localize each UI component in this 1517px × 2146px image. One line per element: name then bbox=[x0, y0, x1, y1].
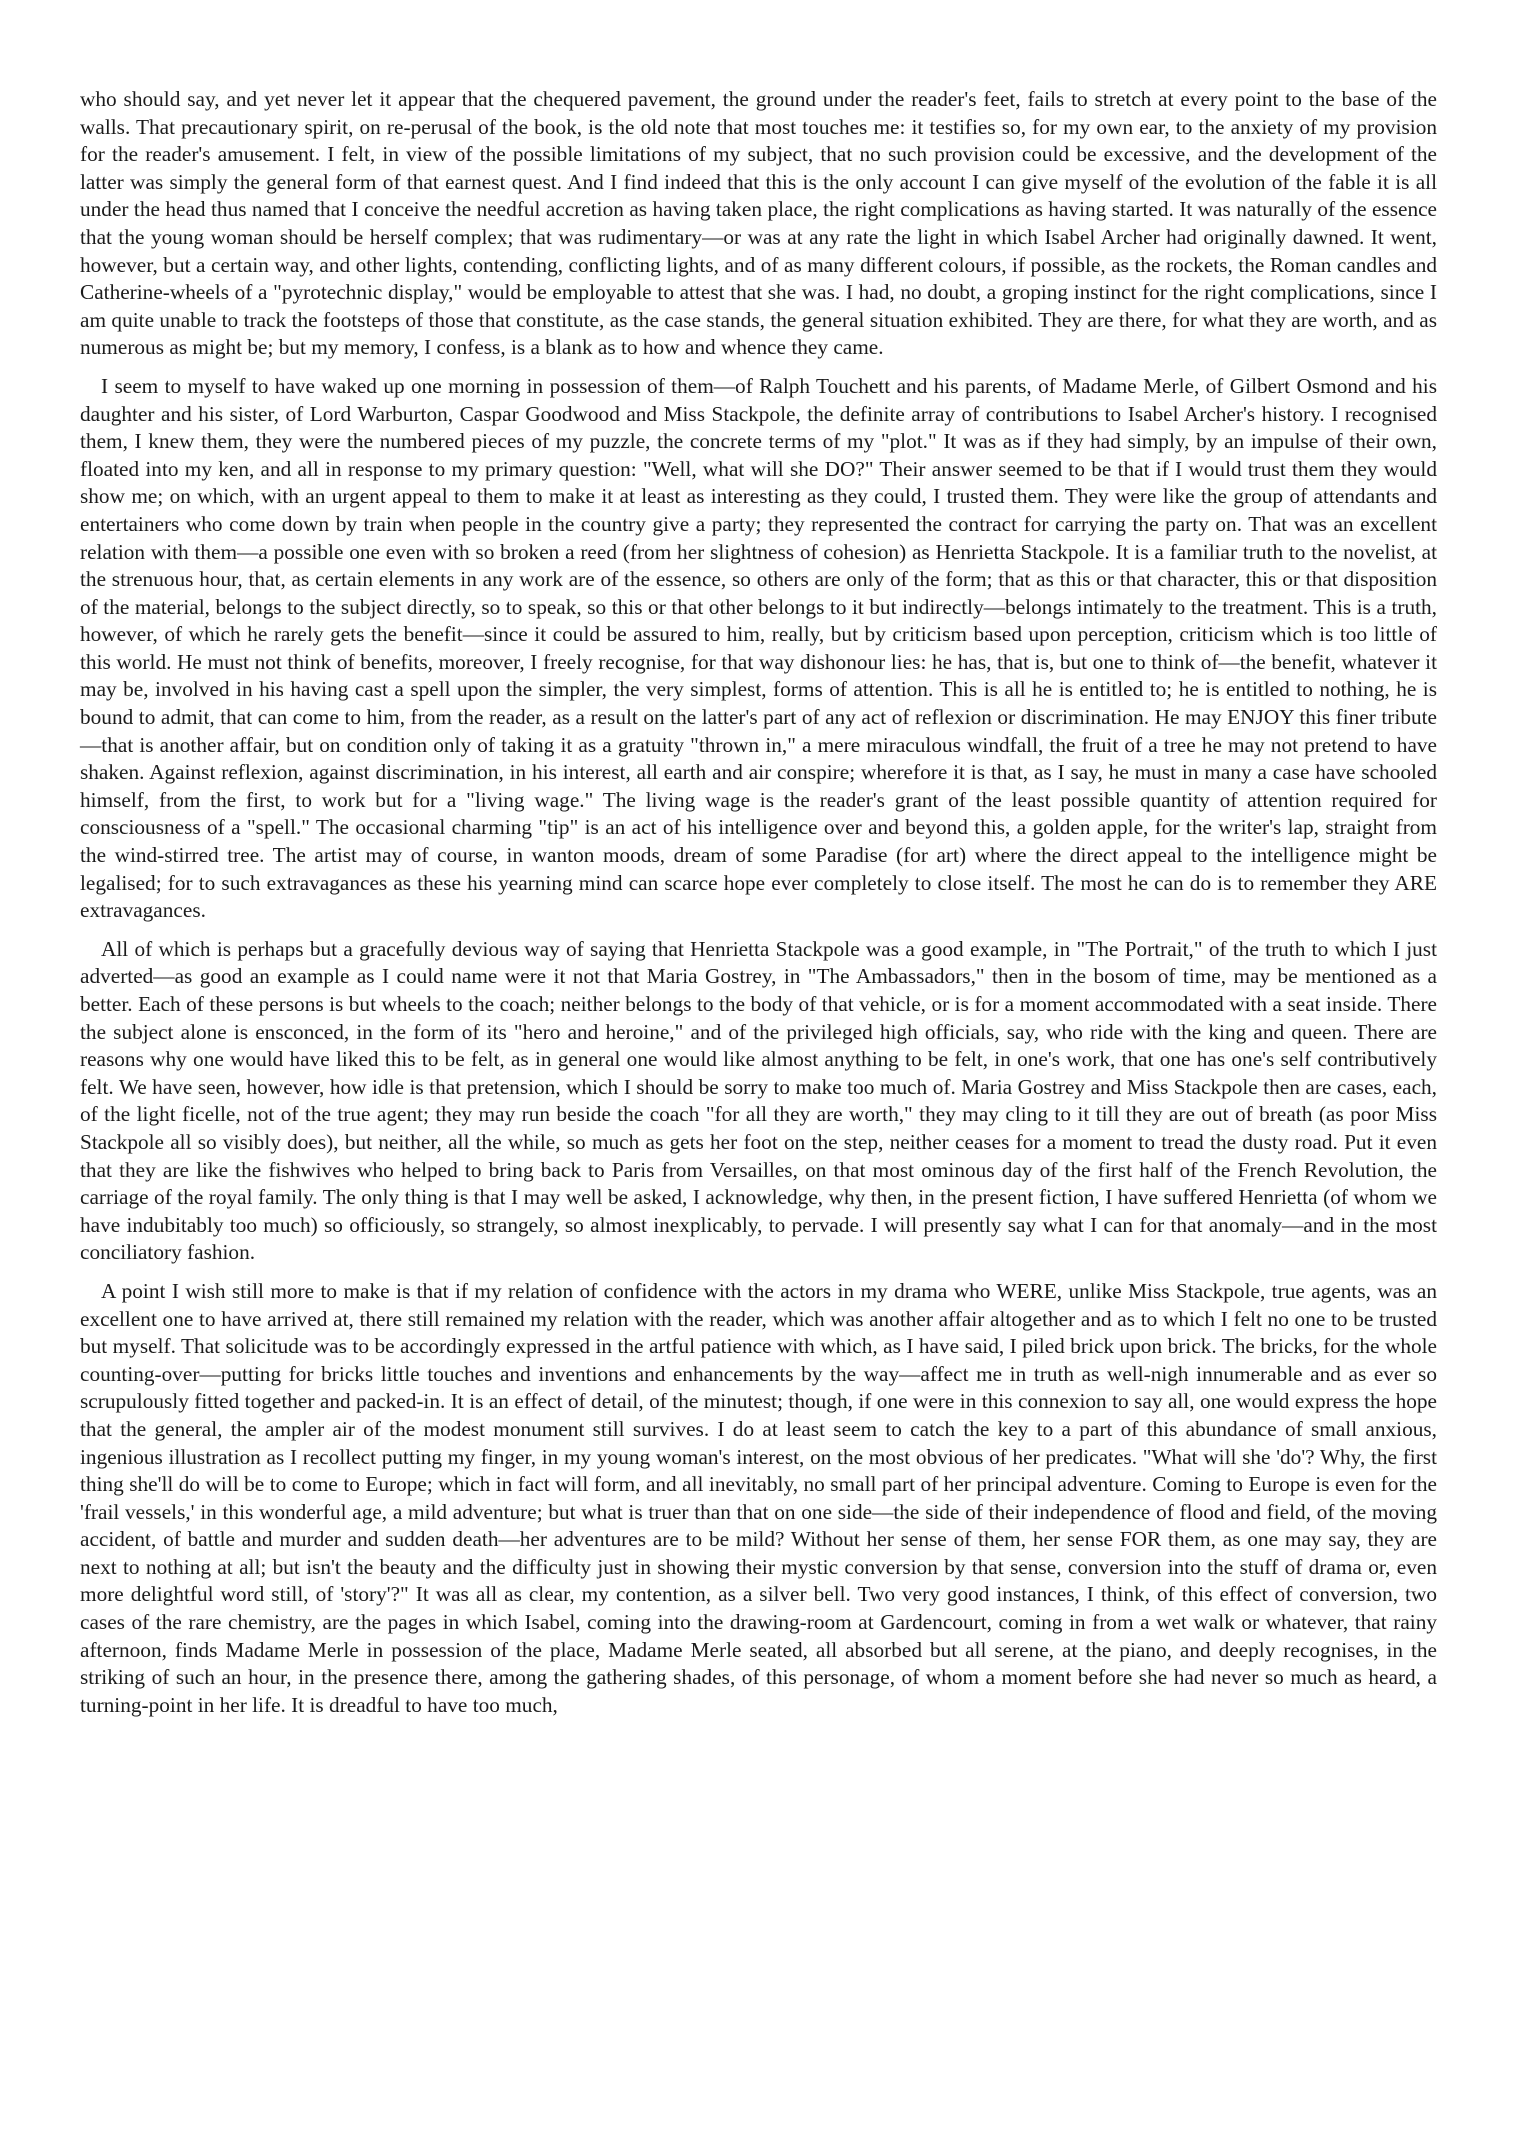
paragraph-characters-arrival: I seem to myself to have waked up one morning in possession of them—of Ralph Touchett and his parents, of Madame Merle, of Gilbert Osmond and his daughter and his sister, of Lord Warburton, Caspar Goodwood and Miss Stackpole, the definite array of contributions to Isabel Archer's history. I recognised them, I knew them, they were the numbered pieces of my puzzle, the concrete terms of my "plot." It was as if they had simply, by an impulse of their own, floated into my ken, and all in response to my primary question: "Well, what will she DO?" Their answer seemed to be that if I would trust them they would show me; on which, with an urgent appeal to them to make it at least as interesting as they could, I trusted them. They were like the group of attendants and entertainers who come down by train when people in the country give a party; they represented the contract for carrying the party on. That was an excellent relation with them—a possible one even with so broken a reed (from her slightness of cohesion) as Henrietta Stackpole. It is a familiar truth to the novelist, at the strenuous hour, that, as certain elements in any work are of the essence, so others are only of the form; that as this or that character, this or that disposition of the material, belongs to the subject directly, so to speak, so this or that other belongs to it but indirectly—belongs intimately to the treatment. This is a truth, however, of which he rarely gets the benefit—since it could be assured to him, really, but by criticism based upon perception, criticism which is too little of this world. He must not think of benefits, moreover, I freely recognise, for that way dishonour lies: he has, that is, but one to think of—the benefit, whatever it may be, involved in his having cast a spell upon the simpler, the very simplest, forms of attention. This is all he is entitled to; he is entitled to nothing, he is bound to admit, that can come to him, from the reader, as a result on the latter's part of any act of reflexion or discrimination. He may ENJOY this finer tribute—that is another affair, but on condition only of taking it as a gratuity "thrown in," a mere miraculous windfall, the fruit of a tree he may not pretend to have shaken. Against reflexion, against discrimination, in his interest, all earth and air conspire; wherefore it is that, as I say, he must in many a case have schooled himself, from the first, to work but for a "living wage." The living wage is the reader's grant of the least possible quantity of attention required for consciousness of a "spell." The occasional charming "tip" is an act of his intelligence over and beyond this, a golden apple, for the writer's lap, straight from the wind-stirred tree. The artist may of course, in wanton moods, dream of some Paradise (for art) where the direct appeal to the intelligence might be legalised; for to such extravagances as these his yearning mind can scarce hope ever completely to close itself. The most he can do is to remember they ARE extravagances. bbox=[80, 373, 1437, 923]
document-body bbox=[80, 86, 1437, 1730]
paragraph-continuation: who should say, and yet never let it appear that the chequered pavement, the ground under the reader's feet, fails to stretch at every point to the base of the walls. That precautionary spirit, on re-perusal of the book, is the old note that most touches me: it testifies so, for my own ear, to the anxiety of my provision for the reader's amusement. I felt, in view of the possible limitations of my subject, that no such provision could be excessive, and the development of the latter was simply the general form of that earnest quest. And I find indeed that this is the only account I can give myself of the evolution of the fable it is all under the head thus named that I conceive the needful accretion as having taken place, the right complications as having started. It was naturally of the essence that the young woman should be herself complex; that was rudimentary—or was at any rate the light in which Isabel Archer had originally dawned. It went, however, but a certain way, and other lights, contending, conflicting lights, and of as many different colours, if possible, as the rockets, the Roman candles and Catherine-wheels of a "pyrotechnic display," would be employable to attest that she was. I had, no doubt, a groping instinct for the right complications, since I am quite unable to track the footsteps of those that constitute, as the case stands, the general situation exhibited. They are there, for what they are worth, and as numerous as might be; but my memory, I confess, is a blank as to how and whence they came. bbox=[80, 87, 1437, 360]
paragraph-henrietta-example: All of which is perhaps but a gracefully devious way of saying that Henrietta Stackpole was a good example, in "The Portrait," of the truth to which I just adverted—as good an example as I could name were it not that Maria Gostrey, in "The Ambassadors," then in the bosom of time, may be mentioned as a better. Each of these persons is but wheels to the coach; neither belongs to the body of that vehicle, or is for a moment accommodated with a seat inside. There the subject alone is ensconced, in the form of its "hero and heroine," and of the privileged high officials, say, who ride with the king and queen. There are reasons why one would have liked this to be felt, as in general one would like almost anything to be felt, in one's work, that one has one's self contributively felt. We have seen, however, how idle is that pretension, which I should be sorry to make too much of. Maria Gostrey and Miss Stackpole then are cases, each, of the light ficelle, not of the true agent; they may run beside the coach "for all they are worth," they may cling to it till they are out of breath (as poor Miss Stackpole all so visibly does), but neither, all the while, so much as gets her foot on the step, neither ceases for a moment to tread the dusty road. Put it even that they are like the fishwives who helped to bring back to Paris from Versailles, on that most ominous day of the first half of the French Revolution, the carriage of the royal family. The only thing is that I may well be asked, I acknowledge, why then, in the present fiction, I have suffered Henrietta (of whom we have indubitably too much) so officiously, so strangely, so almost inexplicably, to pervade. I will presently say what I can for that anomaly—and in the most conciliatory fashion. bbox=[80, 936, 1437, 1265]
paragraph-relation-with-reader: A point I wish still more to make is that if my relation of confidence with the actors in my drama who WERE, unlike Miss Stackpole, true agents, was an excellent one to have arrived at, there still remained my relation with the reader, which was another affair altogether and as to which I felt no one to be trusted but myself. That solicitude was to be accordingly expressed in the artful patience with which, as I have said, I piled brick upon brick. The bricks, for the whole counting-over—putting for bricks little touches and inventions and enhancements by the way—affect me in truth as well-nigh innumerable and as ever so scrupulously fitted together and packed-in. It is an effect of detail, of the minutest; though, if one were in this connexion to say all, one would express the hope that the general, the ampler air of the modest monument still survives. I do at least seem to catch the key to a part of this abundance of small anxious, ingenious illustration as I recollect putting my finger, in my young woman's interest, on the most obvious of her predicates. "What will she 'do'? Why, the first thing she'll do will be to come to Europe; which in fact will form, and all inevitably, no small part of her principal adventure. Coming to Europe is even for the 'frail vessels,' in this wonderful age, a mild adventure; but what is truer than that on one side—the side of their independence of flood and field, of the moving accident, of battle and murder and sudden death—her adventures are to be mild? Without her sense of them, her sense FOR them, as one may say, they are next to nothing at all; but isn't the beauty and the difficulty just in showing their mystic conversion by that sense, conversion into the stuff of drama or, even more delightful word still, of 'story'?" It was all as clear, my contention, as a silver bell. Two very good instances, I think, of this effect of conversion, two cases of the rare chemistry, are the pages in which Isabel, coming into the drawing-room at Gardencourt, coming in from a wet walk or whatever, that rainy afternoon, finds Madame Merle in possession of the place, Madame Merle seated, all absorbed but all serene, at the piano, and deeply recognises, in the striking of such an hour, in the presence there, among the gathering shades, of this personage, of whom a moment before she had never so much as heard, a turning-point in her life. It is dreadful to have too much, bbox=[80, 1278, 1437, 1717]
